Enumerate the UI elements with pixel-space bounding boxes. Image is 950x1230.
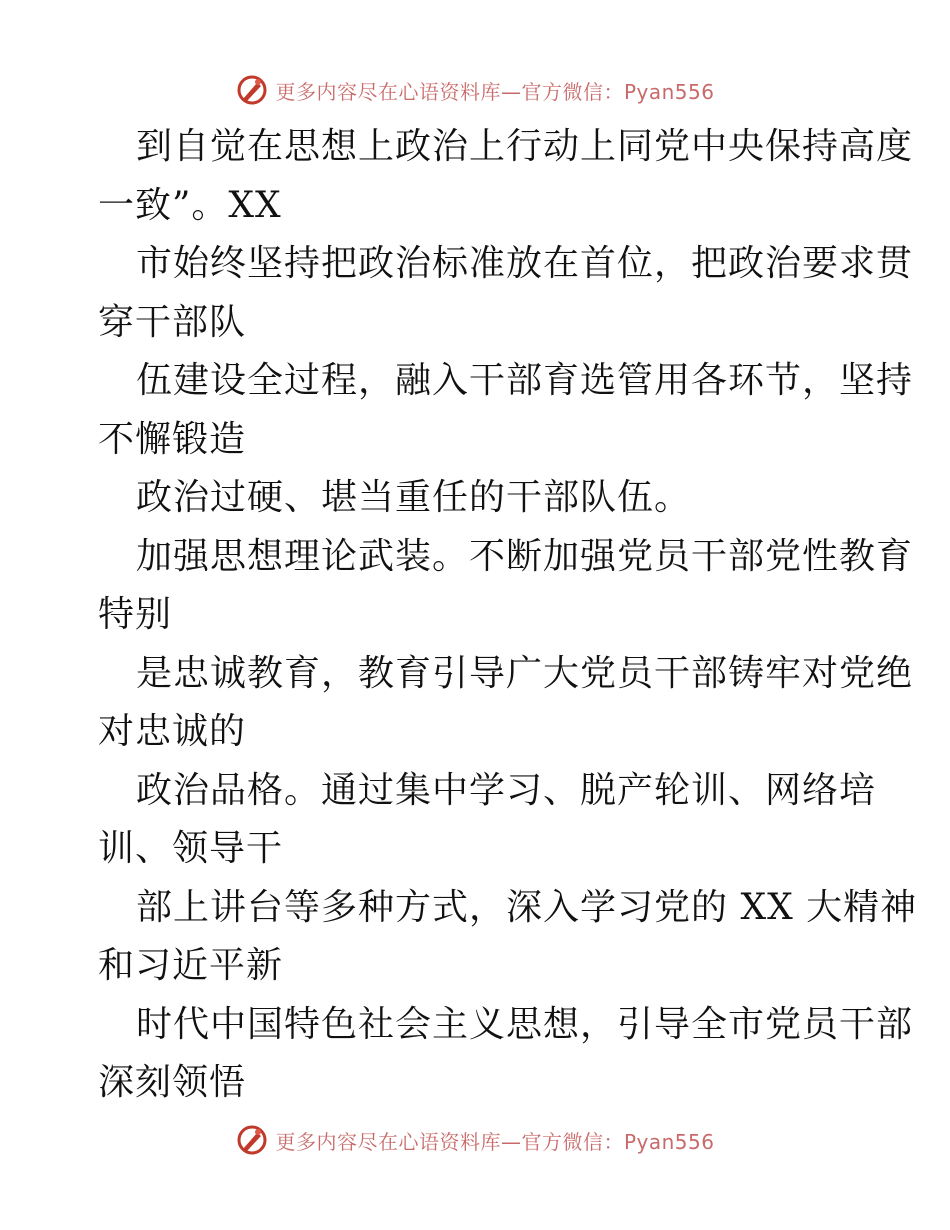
pen-nib-circle-icon bbox=[235, 1123, 269, 1157]
watermark-text: 更多内容尽在心语资料库—官方微信：Pyan556 bbox=[275, 79, 715, 104]
text-line: 一致”。XX bbox=[98, 184, 282, 226]
text-line: 对忠诚的 bbox=[98, 711, 247, 752]
text-line: 是忠诚教育，教育引导广大党员干部铸牢对党绝 bbox=[136, 652, 914, 694]
text-line: 加强思想理论武装。不断加强党员干部党性教育 bbox=[136, 535, 914, 577]
watermark-text: 更多内容尽在心语资料库—官方微信：Pyan556 bbox=[275, 1129, 715, 1154]
footer-watermark bbox=[0, 1120, 950, 1160]
text-line: 特别 bbox=[98, 594, 173, 635]
text-line: 伍建设全过程，融入干部育选管用各环节，坚持 bbox=[136, 360, 914, 401]
text-line: 训、领导干 bbox=[98, 828, 284, 869]
document-body bbox=[98, 118, 918, 1113]
text-line: 和习近平新 bbox=[98, 945, 284, 986]
pen-nib-circle-icon bbox=[235, 73, 269, 107]
text-line: 政治过硬、堪当重任的干部队伍。 bbox=[136, 477, 692, 518]
text-line: 到自觉在思想上政治上行动上同党中央保持高度 bbox=[136, 126, 914, 167]
text-line: 部上讲台等多种方式，深入学习党的 XX 大精神 bbox=[136, 886, 918, 928]
text-line: 穿干部队 bbox=[98, 301, 247, 343]
header-watermark bbox=[0, 70, 950, 110]
text-line: 时代中国特色社会主义思想，引导全市党员干部 bbox=[136, 1003, 914, 1045]
text-line: 深刻领悟 bbox=[98, 1062, 247, 1103]
text-line: 不懈锻造 bbox=[98, 418, 247, 460]
text-line: 政治品格。通过集中学习、脱产轮训、网络培 bbox=[136, 769, 877, 811]
text-line: 市始终坚持把政治标准放在首位，把政治要求贯 bbox=[136, 243, 914, 284]
